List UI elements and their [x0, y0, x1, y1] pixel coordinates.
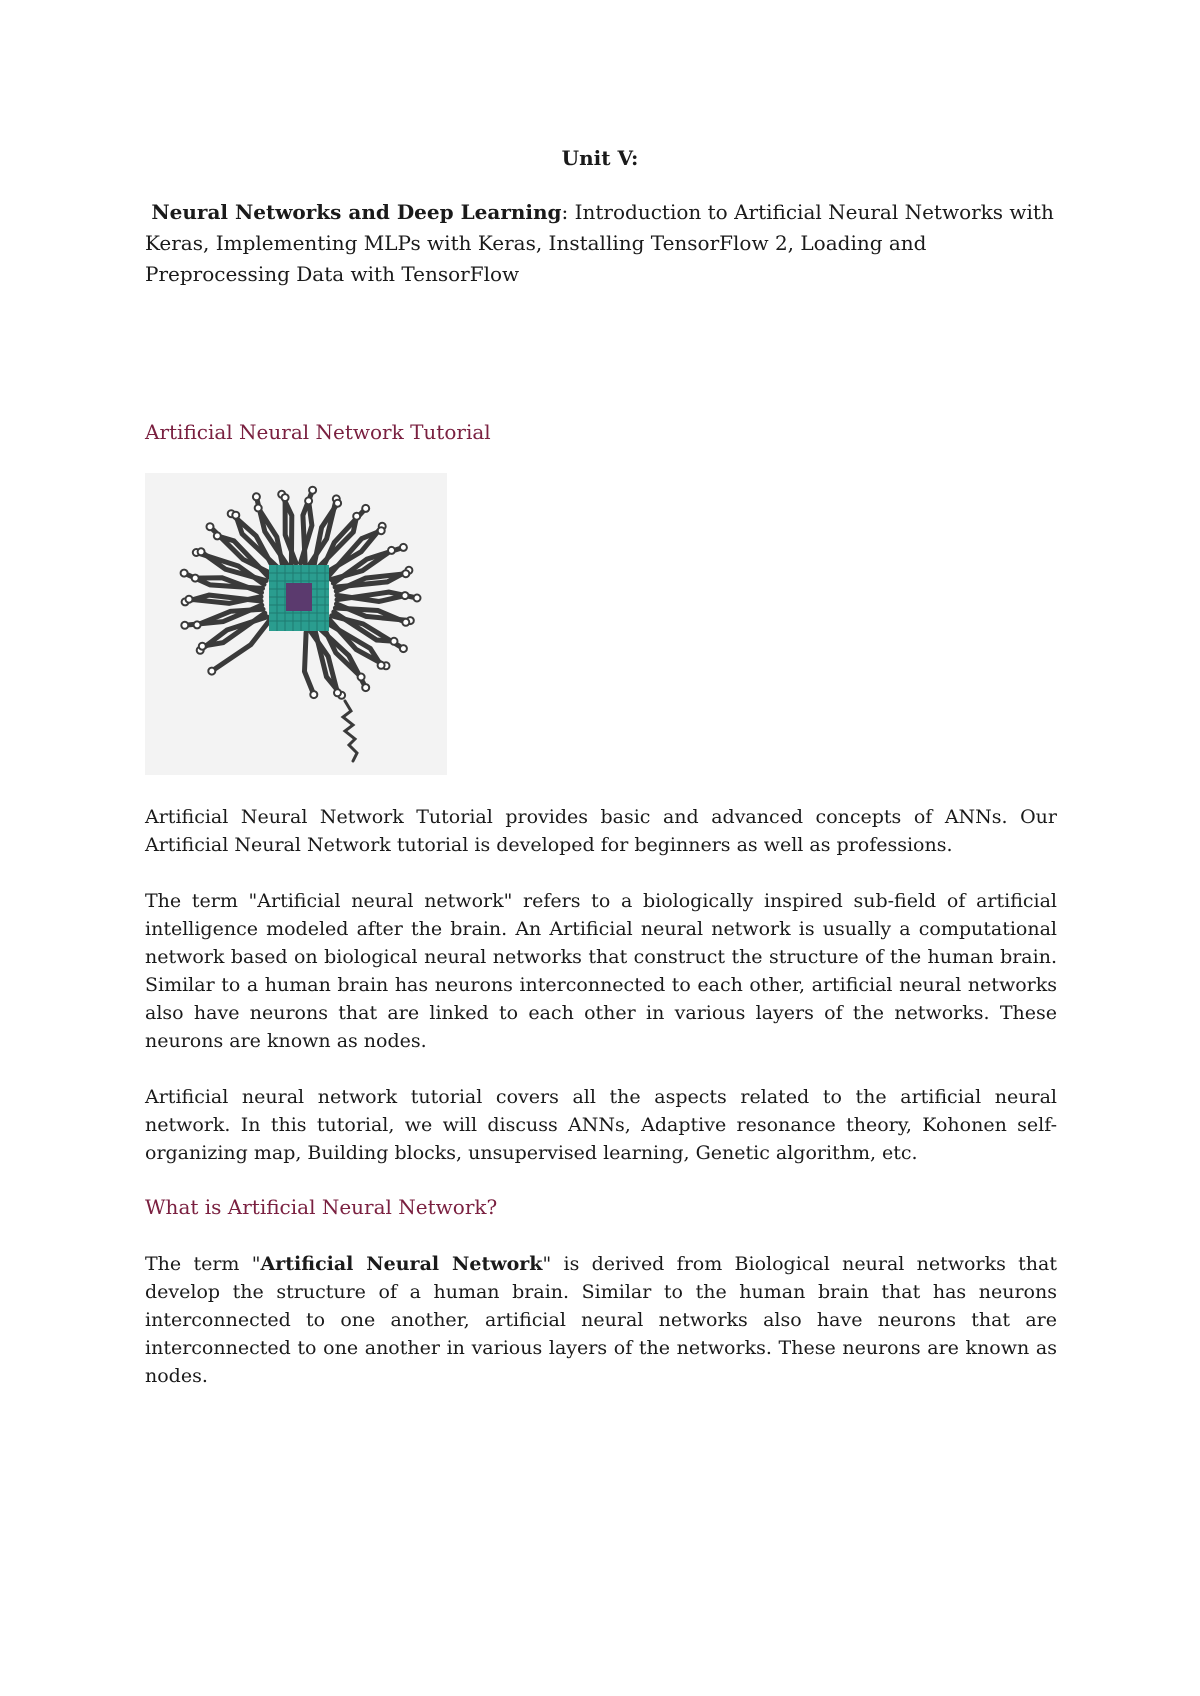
syllabus-details: : Introduction to Artificial Neural Networks with Keras, Implementing MLPs with Keras, Installing TensorFlow 2, Loading and Preprocessing Data with TensorFlow: [145, 200, 1054, 286]
circuit-pad: [334, 500, 341, 507]
circuit-pad: [181, 570, 188, 577]
paragraph-coverage: Artificial neural network tutorial covers all the aspects related to the artificial neural network. In this tutorial, we will discuss ANNs, Adaptive resonance theory, Kohonen self-organizing map, Building blocks, unsupervised learning, Genetic algorithm, etc.: [145, 1086, 1057, 1164]
circuit-pad: [378, 527, 385, 534]
circuit-pad: [199, 643, 206, 650]
circuit-trace: [305, 632, 314, 694]
circuit-pad: [414, 595, 421, 602]
circuit-pad: [378, 662, 385, 669]
circuit-pad: [362, 505, 369, 512]
paragraph-what-is: [145, 1250, 1057, 1390]
circuit-pad: [207, 523, 214, 530]
circuit-pad: [181, 622, 188, 629]
what-is-term: Artificial Neural Network: [260, 1253, 543, 1275]
circuit-pad: [232, 512, 239, 519]
circuit-pad: [310, 691, 317, 698]
paragraph-intro: Artificial Neural Network Tutorial provides basic and advanced concepts of ANNs. Our Artificial Neural Network tutorial is developed for beginners as well as professions.: [145, 806, 1057, 856]
circuit-pad: [402, 592, 409, 599]
circuit-pad: [353, 513, 360, 520]
circuit-pad: [214, 532, 221, 539]
circuit-pad: [400, 544, 407, 551]
circuit-pad: [388, 547, 395, 554]
what-is-text-end: " is derived from Biological neural networks that develop the structure of a human brain. Similar to the human brain that has neurons interconnected to one another, artificial neural networks also have neurons that are interconnected to one another in various layers of the networks. These neurons are known as nodes.: [145, 1253, 1057, 1387]
circuit-pad: [402, 619, 409, 626]
unit-title: Unit V:: [561, 146, 639, 170]
circuit-pad: [391, 638, 398, 645]
circuit-pad: [309, 487, 316, 494]
circuit-pad: [400, 645, 407, 652]
circuit-pad: [198, 548, 205, 555]
circuit-pad: [362, 684, 369, 691]
section-heading-what-is: What is Artificial Neural Network?: [145, 1195, 498, 1219]
syllabus-topic: Neural Networks and Deep Learning: [151, 200, 562, 224]
circuit-pad: [402, 570, 409, 577]
circuit-pad: [192, 575, 199, 582]
circuit-brain-icon: [145, 473, 447, 775]
circuit-pad: [208, 668, 215, 675]
circuit-pad: [186, 596, 193, 603]
syllabus-paragraph: [145, 197, 1065, 290]
circuit-pad: [334, 689, 341, 696]
section-heading-tutorial: Artificial Neural Network Tutorial: [145, 420, 491, 444]
circuit-pad: [194, 621, 201, 628]
circuit-pad: [253, 493, 260, 500]
paragraph-definition: The term "Artificial neural network" refers to a biologically inspired sub-field of artificial intelligence modeled after the brain. An Artificial neural network is usually a computational network based on biological neural networks that construct the structure of the human brain. Similar to a human brain has neurons interconnected to each other, artificial neural networks also have neurons that are linked to each other in various layers of the networks. These neurons are known as nodes.: [145, 890, 1057, 1052]
circuit-pad: [358, 674, 365, 681]
circuit-pad: [255, 505, 262, 512]
circuit-pad: [282, 494, 289, 501]
circuit-pad: [305, 497, 312, 504]
circuit-brain-image: [145, 473, 447, 775]
what-is-text-start: The term ": [145, 1253, 261, 1275]
